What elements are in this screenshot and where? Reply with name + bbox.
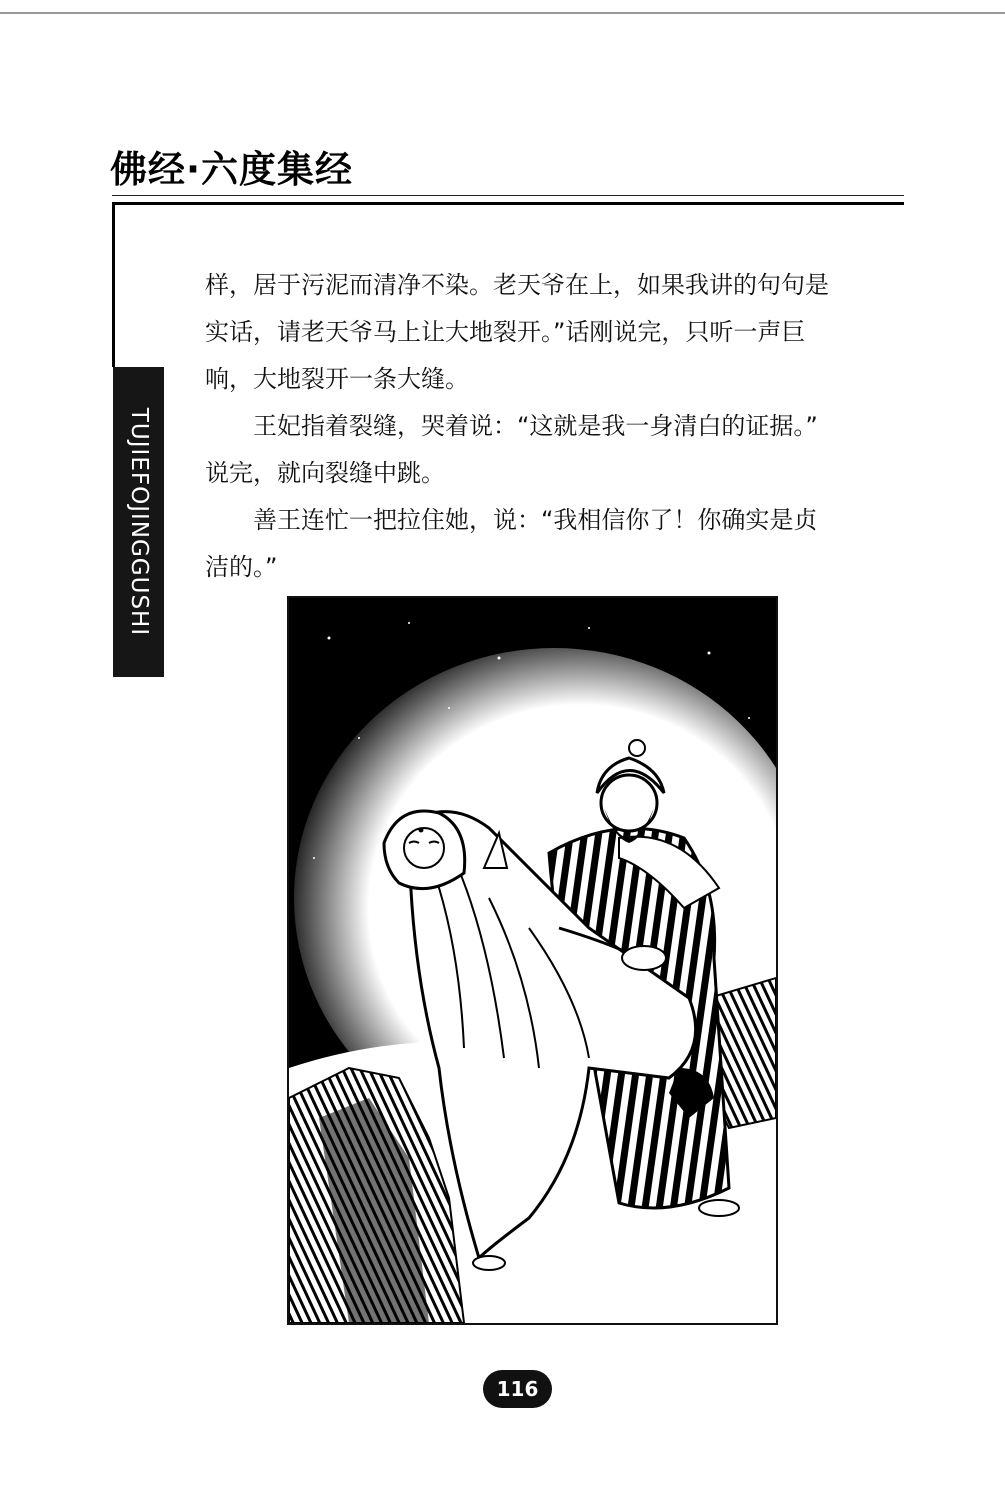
body-line: 王妃指着裂缝，哭着说：“这就是我一身清白的证据。” xyxy=(253,412,818,440)
body-line: 实话，请老天爷马上让大地裂开。”话刚说完，只听一声巨 xyxy=(205,318,806,346)
top-border-line xyxy=(0,12,1005,14)
body-text xyxy=(205,262,910,591)
header-thin-rule xyxy=(112,195,904,196)
header-vertical-rule xyxy=(112,202,115,367)
side-tab-label: TUJIEFOJINGGUSHI xyxy=(125,407,152,637)
body-line: 善王连忙一把拉住她，说：“我相信你了！你确实是贞 xyxy=(253,506,818,534)
page-number: 116 xyxy=(483,1370,552,1408)
body-line: 洁的。” xyxy=(205,553,278,581)
page-title: 佛经·六度集经 xyxy=(110,148,354,191)
side-tab xyxy=(113,367,164,677)
body-line: 响，大地裂开一条大缝。 xyxy=(205,365,469,393)
woodcut-illustration-icon xyxy=(287,596,778,1325)
body-line: 样，居于污泥而清净不染。老天爷在上，如果我讲的句句是 xyxy=(205,271,829,299)
body-line: 说完，就向裂缝中跳。 xyxy=(205,459,445,487)
header-thick-rule xyxy=(112,202,904,205)
